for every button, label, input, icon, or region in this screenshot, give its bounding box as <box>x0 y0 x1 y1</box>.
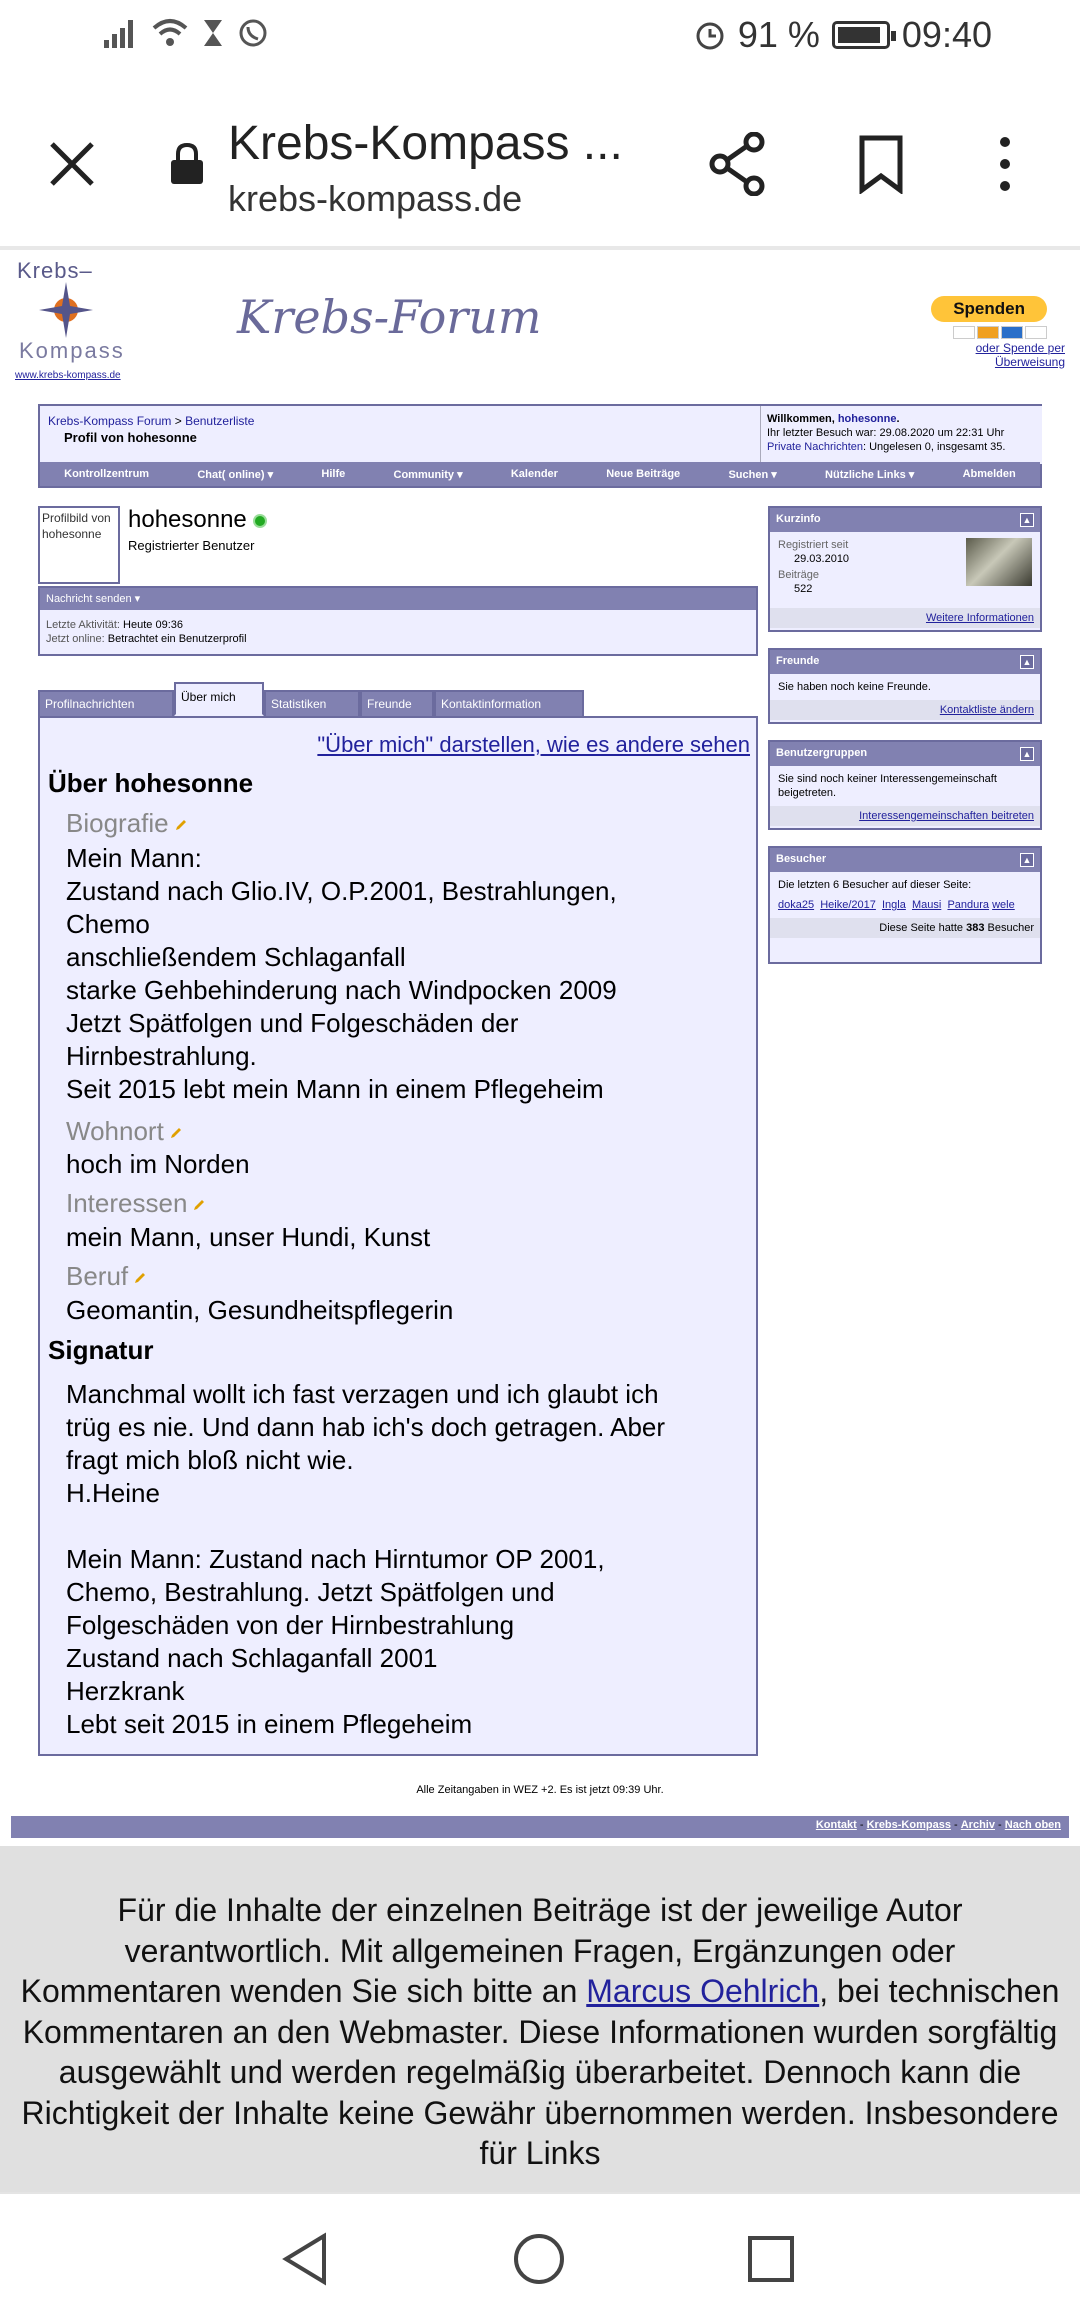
online-label: Jetzt online: <box>46 633 105 645</box>
join-groups-link[interactable]: Interessengemeinschaften beitreten <box>859 810 1034 822</box>
friends-footer <box>770 700 1040 720</box>
sidebar-visitors <box>768 846 1042 964</box>
biography-value: Mein Mann: Zustand nach Glio.IV, O.P.2001, Bestrahlungen, Chemo anschließendem Schlaganfall starke Gehbehinderung nach Windpocken 2009 Jetzt Spätfolgen und Folgeschäden der Hirnbestrahlung. Seit 2015 lebt mein Mann in einem Pflegeheim <box>66 843 617 1104</box>
timezone-note: Alle Zeitangaben in WEZ +2. Es ist jetzt 09:39 Uhr. <box>416 1784 664 1796</box>
welcome-prefix: Willkommen, <box>767 413 838 425</box>
kurzinfo-footer <box>770 608 1040 628</box>
android-nav-bar <box>0 2192 1080 2312</box>
home-label <box>66 1116 182 1147</box>
donate-transfer-link[interactable]: oder Spende per Überweisung <box>975 341 1065 369</box>
tab-about-me[interactable]: Über mich <box>174 682 264 716</box>
view-as-others-link[interactable]: "Über mich" darstellen, wie es andere sehen <box>317 732 750 757</box>
tab-contact-info[interactable]: Kontaktinformation <box>434 690 584 716</box>
share-icon[interactable] <box>708 132 768 196</box>
kurzinfo-body <box>770 532 1040 608</box>
kurzinfo-title: Kurzinfo <box>776 513 821 525</box>
footer-link-contact[interactable]: Kontakt <box>815 1819 857 1831</box>
page-domain[interactable]: krebs-kompass.de <box>228 178 523 219</box>
contact-author-link[interactable]: Marcus Oehlrich <box>586 1973 820 2009</box>
menu-calendar[interactable]: Kalender <box>510 468 558 480</box>
edit-pencil-icon[interactable] <box>175 819 187 831</box>
mastercard-icon <box>977 326 999 339</box>
disclaimer <box>0 1846 1080 2196</box>
signal-icon <box>104 18 138 48</box>
whatsapp-icon <box>238 18 268 48</box>
logo-text-bottom: Kompass <box>19 338 125 363</box>
breadcrumb-parent[interactable]: Benutzerliste <box>185 414 255 428</box>
footer-link-top[interactable]: Nach oben <box>1004 1819 1061 1831</box>
activity-info <box>40 610 756 654</box>
interests-label <box>66 1188 205 1219</box>
kurzinfo-header <box>770 508 1040 532</box>
last-activity-label: Letzte Aktivität: <box>46 619 120 631</box>
groups-footer <box>770 806 1040 826</box>
about-me-panel <box>38 716 758 1756</box>
visitor-link[interactable]: Pandura <box>947 899 990 911</box>
wifi-icon <box>152 18 188 48</box>
donate-button[interactable]: Spenden <box>931 296 1047 322</box>
registered-label: Registriert seit <box>778 539 849 551</box>
friends-header <box>770 650 1040 674</box>
menu-logout[interactable]: Abmelden <box>962 468 1016 480</box>
profile-actions <box>38 586 758 656</box>
interests-value: mein Mann, unser Hundi, Kunst <box>66 1222 431 1252</box>
site-logo[interactable] <box>15 258 125 388</box>
welcome-panel <box>760 406 1042 464</box>
tab-statistics[interactable]: Statistiken <box>264 690 360 716</box>
clock: 09:40 <box>901 14 992 55</box>
visitor-link[interactable]: Heike/2017 <box>820 899 876 911</box>
edit-pencil-icon[interactable] <box>134 1272 146 1284</box>
donate-area <box>905 296 1065 369</box>
visitors-text: Die letzten 6 Besucher auf dieser Seite: <box>778 879 972 891</box>
username-text: hohesonne <box>128 506 247 533</box>
groups-text: Sie sind noch keiner Interessengemeinschaft beigetreten. <box>778 773 997 799</box>
logo-text-top: Krebs– <box>17 258 93 283</box>
biography-label <box>66 808 187 839</box>
visitor-link[interactable]: Mausi <box>911 899 942 911</box>
friends-title: Freunde <box>776 655 820 667</box>
disclaimer-text: Für die Inhalte der einzelnen Beiträge ist der jeweilige Autor verantwortlich. Mit allgemeinen Fragen, Ergänzungen oder Kommentaren wenden Sie sich bitte an <box>20 1892 963 2009</box>
breadcrumb-current: Profil von hohesonne <box>64 430 197 445</box>
visitor-link[interactable]: Ingla <box>882 899 906 911</box>
job-label-text: Beruf <box>66 1261 129 1291</box>
collapse-icon[interactable]: ▲ <box>1020 513 1034 527</box>
footer-link-home[interactable]: Krebs-Kompass <box>866 1819 951 1831</box>
sidebar-friends <box>768 648 1042 724</box>
disclaimer-text-end: , bei technischen Kommentaren an den Webmaster. Diese Informationen wurden sorgfältig ausgewählt und werden regelmäßig überarbeitet. Dennoch kann die Richtigkeit der Inhalte keine Gewähr übernommen werden. Insbesondere für Links <box>21 1973 1060 2171</box>
profile-tabs <box>38 684 584 716</box>
posts-value: 522 <box>794 583 813 595</box>
alarm-icon <box>694 19 726 51</box>
avatar[interactable]: Profilbild von hohesonne <box>38 506 120 584</box>
payment-cards <box>905 326 1047 339</box>
footer-link-archive[interactable]: Archiv <box>960 1819 995 1831</box>
breadcrumb-separator: > <box>171 414 186 428</box>
interests-label-text: Interessen <box>66 1188 188 1218</box>
tab-friends[interactable]: Freunde <box>360 690 434 716</box>
visitors-title: Besucher <box>776 853 827 865</box>
browser-toolbar <box>0 80 1080 250</box>
close-icon[interactable] <box>46 138 98 190</box>
more-options-icon[interactable] <box>998 134 1012 194</box>
job-value: Geomantin, Gesundheitspflegerin <box>66 1295 454 1325</box>
compass-icon <box>39 282 93 338</box>
sidebar-kurzinfo <box>768 506 1042 632</box>
breadcrumb <box>48 414 254 445</box>
visitors-header <box>770 848 1040 872</box>
menu-search[interactable]: Suchen ▾ <box>728 468 777 481</box>
home-icon[interactable] <box>512 2232 566 2286</box>
back-icon[interactable] <box>280 2232 330 2286</box>
main-menu <box>40 462 1040 486</box>
visa-icon <box>953 326 975 339</box>
menu-community[interactable]: Community ▾ <box>393 468 463 481</box>
profile-photo[interactable] <box>966 538 1032 586</box>
send-message-button[interactable]: Nachricht senden ▾ <box>40 588 756 610</box>
bookmark-icon[interactable] <box>858 134 904 194</box>
menu-useful-links[interactable]: Nützliche Links ▾ <box>825 468 915 481</box>
contact-list-link[interactable]: Kontaktliste ändern <box>939 704 1034 716</box>
amex-icon <box>1001 326 1023 339</box>
footer-links: Kontakt - Krebs-Kompass - Archiv - Nach oben <box>11 1816 1069 1838</box>
visitors-body <box>770 872 1040 918</box>
battery-percent: 91 % <box>737 14 820 55</box>
tab-profile-messages[interactable]: Profilnachrichten <box>38 690 174 716</box>
status-bar <box>0 0 1080 80</box>
forum-title: Krebs-Forum <box>237 290 542 344</box>
friends-text: Sie haben noch keine Freunde. <box>778 681 931 693</box>
web-content <box>11 256 1069 1846</box>
visitors-count: 383 <box>966 922 985 934</box>
edit-pencil-icon[interactable] <box>193 1199 205 1211</box>
last-visit: Ihr letzter Besuch war: 29.08.2020 um 22:31 Uhr <box>767 427 1005 439</box>
visitors-footer <box>770 918 1040 938</box>
private-messages-stats: : Ungelesen 0, insgesamt 35. <box>863 441 1006 453</box>
battery-icon <box>832 21 890 49</box>
profile-username <box>128 506 267 534</box>
home-label-text: Wohnort <box>66 1116 164 1146</box>
welcome-user-link[interactable]: hohesonne <box>837 413 897 425</box>
visitor-link[interactable]: wele <box>992 899 1015 911</box>
visitors-count-suffix: Besucher <box>984 922 1034 934</box>
signature-value: Manchmal wollt ich fast verzagen und ich glaubt ich trüg es nie. Und dann hab ich's doch getragen. Aber fragt mich bloß nicht wie. H.Heine Mein Mann: Zustand nach Hirntumor OP 2001, Chemo, Bestrahlung. Jetzt Spätfolgen und Folgeschäden von der Hirnbestrahlung Zustand nach Schlaganfall 2001 Herzkrank Lebt seit 2015 in einem Pflegeheim <box>66 1379 666 1739</box>
private-messages-link[interactable]: Private Nachrichten <box>767 441 863 453</box>
lock-icon <box>170 142 204 186</box>
visitors-count-prefix: Diese Seite hatte <box>879 922 967 934</box>
page-title[interactable]: Krebs-Kompass ... <box>228 117 623 170</box>
last-activity-value: Heute 09:36 <box>123 619 183 631</box>
posts-label: Beiträge <box>778 569 819 581</box>
home-value: hoch im Norden <box>66 1149 250 1179</box>
job-label <box>66 1261 146 1292</box>
logo-url-link[interactable]: www.krebs-kompass.de <box>15 370 121 381</box>
about-heading: Über hohesonne <box>48 768 254 798</box>
hourglass-icon <box>202 18 224 48</box>
edit-pencil-icon[interactable] <box>170 1127 182 1139</box>
menu-new-posts[interactable]: Neue Beiträge <box>606 468 681 480</box>
groups-header <box>770 742 1040 766</box>
forum-navbar <box>38 404 1042 488</box>
menu-control-center[interactable]: Kontrollzentrum <box>64 468 150 480</box>
collapse-icon[interactable]: ▲ <box>1020 747 1034 761</box>
sidebar-groups <box>768 740 1042 830</box>
sepa-icon <box>1025 326 1047 339</box>
signature-heading: Signatur <box>48 1335 154 1365</box>
groups-title: Benutzergruppen <box>776 747 868 759</box>
collapse-icon[interactable]: ▲ <box>1020 655 1034 669</box>
online-status-icon <box>253 514 267 528</box>
profile-role: Registrierter Benutzer <box>128 538 255 553</box>
recents-icon[interactable] <box>746 2234 796 2284</box>
visitor-link[interactable]: doka25 <box>778 899 815 911</box>
online-value: Betrachtet ein Benutzerprofil <box>107 633 247 645</box>
menu-chat[interactable]: Chat( online) ▾ <box>197 468 274 481</box>
welcome-suffix: . <box>896 413 900 425</box>
breadcrumb-root[interactable]: Krebs-Kompass Forum <box>48 414 172 428</box>
more-info-link[interactable]: Weitere Informationen <box>925 612 1034 624</box>
biography-label-text: Biografie <box>66 808 169 838</box>
registered-value: 29.03.2010 <box>794 553 850 565</box>
menu-help[interactable]: Hilfe <box>321 468 346 480</box>
collapse-icon[interactable]: ▲ <box>1020 853 1034 867</box>
